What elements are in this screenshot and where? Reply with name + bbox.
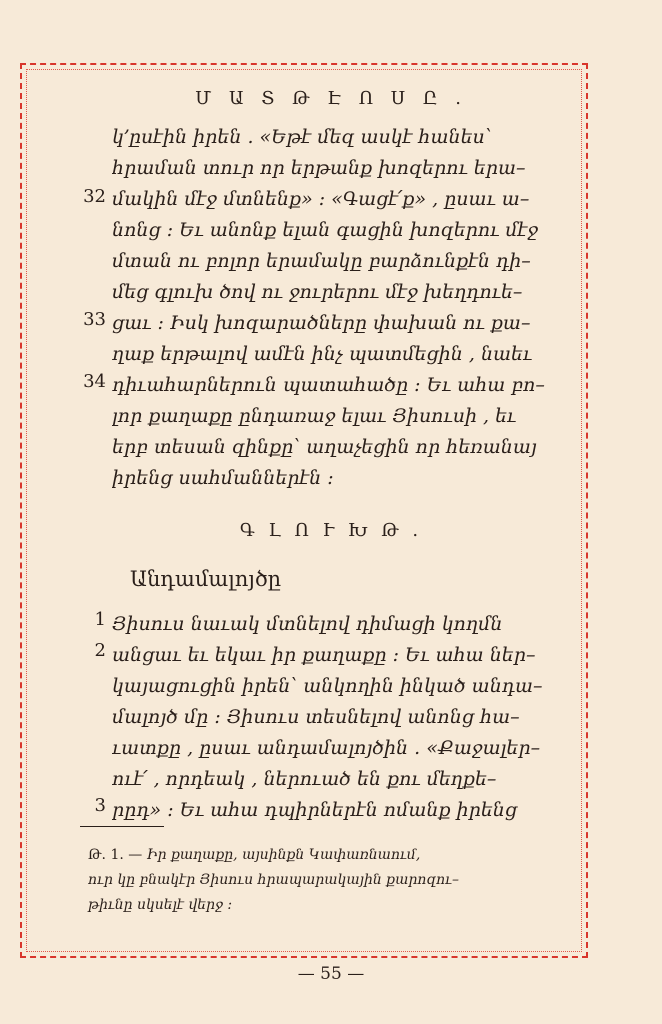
verse-number: 32 bbox=[83, 186, 106, 207]
text-line: ուէ՛ , որդեակ , ներուած են քու մեղքե– bbox=[112, 768, 497, 790]
chapter-title: Գ Լ Ո Ւ Խ Թ . bbox=[239, 520, 423, 541]
page-number: — 55 — bbox=[297, 964, 365, 984]
verse-number: 33 bbox=[83, 309, 106, 330]
footnote bbox=[88, 843, 558, 918]
chapter-subtitle: Անդամալոյծը bbox=[130, 567, 282, 591]
passage-top bbox=[112, 122, 552, 494]
text-line: մտան ու բոլոր երամակը բարձունքէն դի– bbox=[112, 250, 531, 272]
text-line: ցաւ : Իսկ խոզարածները փախան ու քա– bbox=[112, 312, 531, 334]
footnote-divider bbox=[80, 826, 164, 827]
text-line: ղաք երթալով ամէն ինչ պատմեցին , նաեւ bbox=[112, 343, 533, 365]
footnote-line bbox=[88, 843, 558, 868]
text-line: անցաւ եւ եկաւ իր քաղաքը : Եւ ահա ներ– bbox=[112, 644, 536, 666]
verse-number: 3 bbox=[94, 795, 106, 816]
text-line: րըդ» : Եւ ահա դպիրներէն ոմանք իրենց bbox=[112, 799, 518, 821]
text-line: երբ տեսան զինքը՝ աղաչեցին որ հեռանայ bbox=[112, 436, 537, 458]
passage-chapter-9 bbox=[112, 609, 552, 826]
text-line: մեց գլուխ ծով ու ջուրերու մէջ խեղդուե– bbox=[112, 281, 523, 303]
verse-number: 34 bbox=[83, 371, 106, 392]
text-line: իրենց սահմաններէն : bbox=[112, 467, 334, 489]
text-line: լոր քաղաքը ընդառաջ ելաւ Յիսուսի , եւ bbox=[112, 405, 517, 427]
text-line: հրաման տուր որ երթանք խոզերու երա– bbox=[112, 157, 526, 179]
text-line: կայացուցին իրեն՝ անկողին ինկած անդա– bbox=[112, 675, 543, 697]
text-line: մակին մէջ մտնենք» : «Գացէ՛ք» , ըսաւ ա– bbox=[112, 188, 530, 210]
footnote-label: Թ. 1. — bbox=[88, 847, 143, 863]
text-line: ւատքը , ըսաւ անդամալոյծին . «Քաջալեր– bbox=[112, 737, 541, 759]
footnote-line: ուր կը բնակէր Յիսուս հրապարակային քարոզու– bbox=[88, 872, 459, 888]
text-line: կ՚ըսէին իրեն . «Եթէ մեզ ասկէ հանես՝ bbox=[112, 126, 492, 148]
text-line: մալոյծ մը : Յիսուս տեսնելով անոնց հա– bbox=[112, 706, 520, 728]
verse-number: 2 bbox=[94, 640, 106, 661]
running-header: Մ Ա Տ Թ Է Ո Ս Ը . bbox=[195, 88, 467, 109]
text-line: նոնց : Եւ անոնք ելան գացին խոզերու մէջ bbox=[112, 219, 539, 241]
footnote-line: թիւնը սկսելէ վերջ : bbox=[88, 897, 233, 913]
verse-number: 1 bbox=[94, 609, 106, 630]
text-line: Յիսուս նաւակ մտնելով դիմացի կողմն bbox=[112, 613, 503, 635]
footnote-text: Իր քաղաքը, այսինքն Կափառնաում, bbox=[146, 847, 421, 863]
text-line: դիւահարներուն պատահածը : Եւ ահա բո– bbox=[112, 374, 545, 396]
